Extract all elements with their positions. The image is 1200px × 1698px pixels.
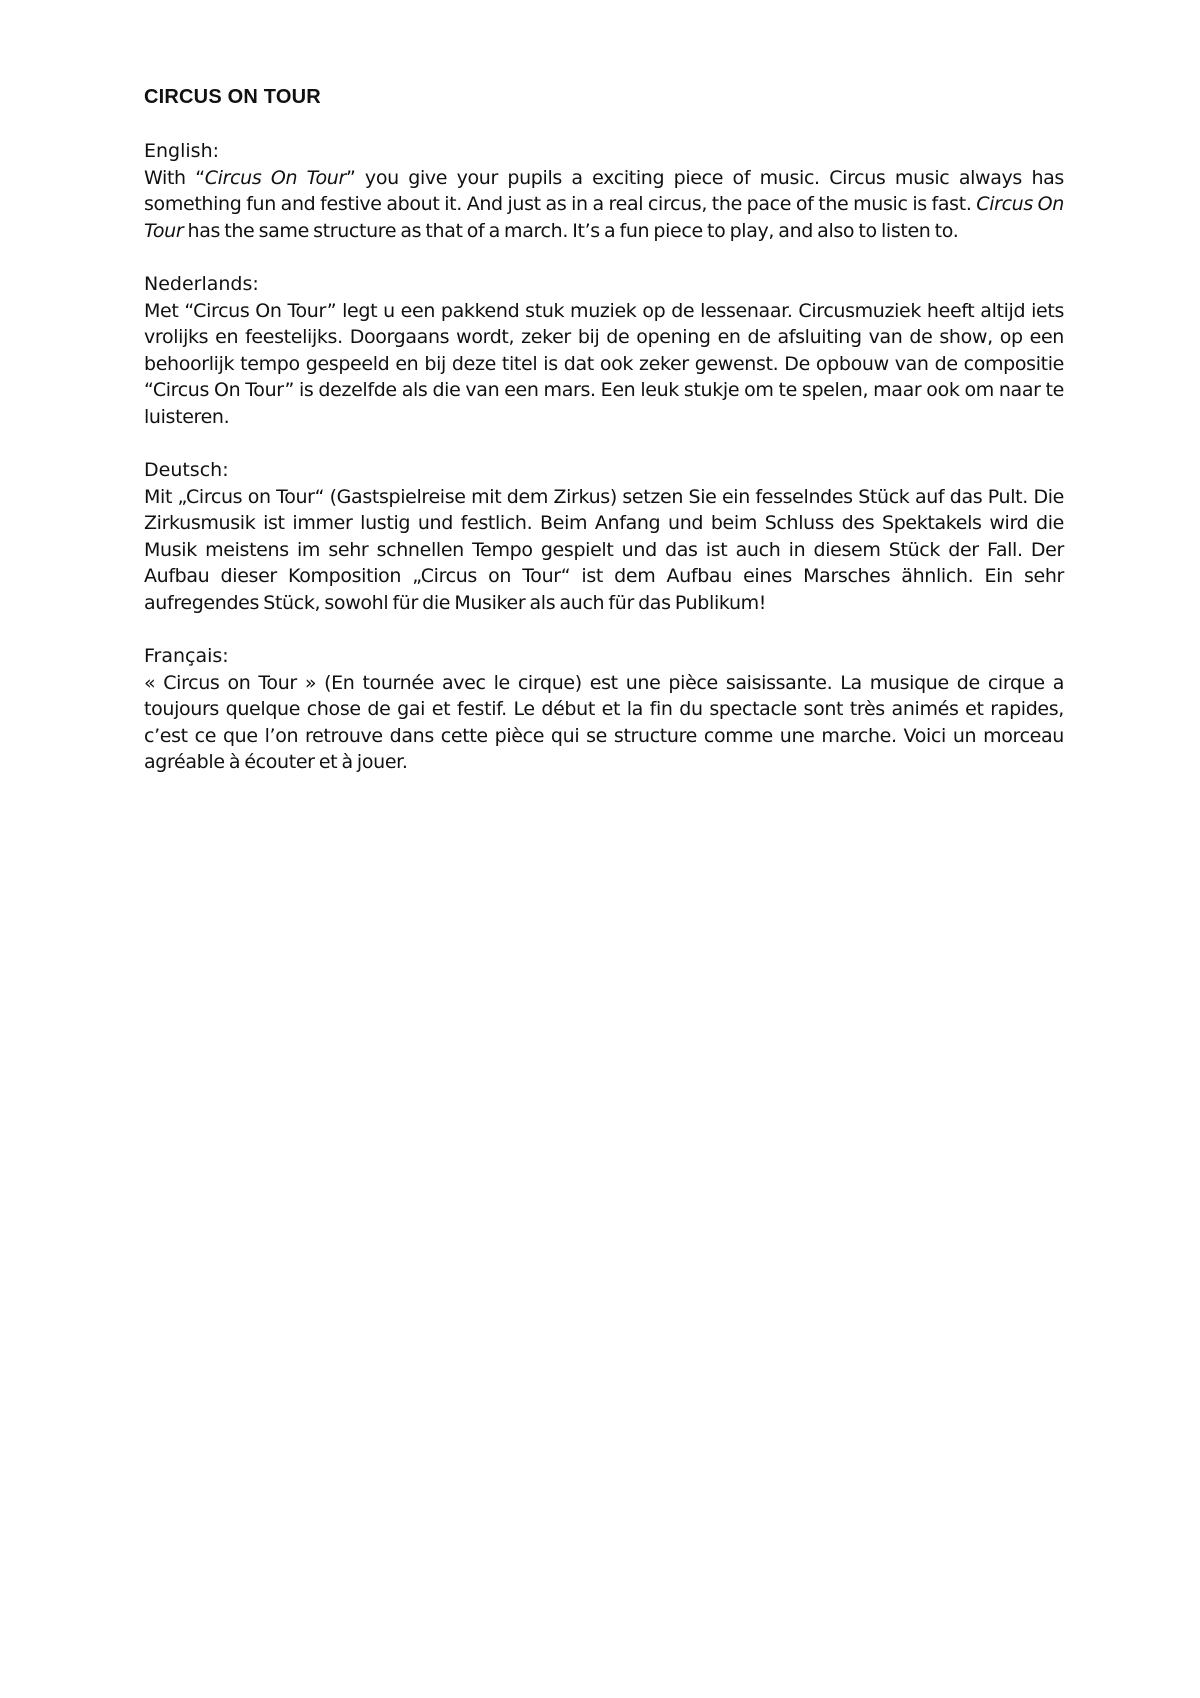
english-text-part-1: With “ (144, 166, 205, 189)
document-title: CIRCUS ON TOUR (144, 86, 321, 108)
english-title-italic-2: Circus On Tour (144, 193, 1064, 242)
deutsch-label: Deutsch: (144, 459, 229, 481)
section-deutsch (144, 457, 1064, 616)
english-label: English: (144, 140, 220, 162)
francais-label: Français: (144, 645, 229, 667)
english-title-italic-1: Circus On Tour (204, 166, 346, 189)
section-francais (144, 643, 1064, 776)
francais-paragraph: « Circus on Tour » (En tournée avec le cirque) est une pièce saisissante. La musique de cirque a toujours quelque chose de gai et festif. Le début et la fin du spectacle sont très animés et rapides, c’est ce que l’on retrouve dans cette pièce qui se structure comme une marche. Voici un morceau agréable à écouter et à jouer. (144, 671, 1064, 773)
english-text-part-3: has the same structure as that of a march. It’s a fun piece to play, and also to listen to. (183, 219, 959, 242)
document-page (144, 84, 1064, 803)
english-paragraph (144, 165, 1064, 245)
section-english (144, 138, 1064, 244)
nederlands-label: Nederlands: (144, 273, 259, 295)
deutsch-paragraph: Mit „Circus on Tour“ (Gastspielreise mit dem Zirkus) setzen Sie ein fesselndes Stück auf das Pult. Die Zirkusmusik ist immer lustig und festlich. Beim Anfang und beim Schluss des Spektakels wird die Musik meistens im sehr schnellen Tempo gespielt und das ist auch in diesem Stück der Fall. Der Aufbau dieser Komposition „Circus on Tour“ ist dem Aufbau eines Marsches ähnlich. Ein sehr aufregendes Stück, sowohl für die Musiker als auch für das Publikum! (144, 485, 1064, 614)
section-nederlands (144, 271, 1064, 430)
english-text-part-2: ” you give your pupils a exciting piece of music. Circus music always has something fun and festive about it. And just as in a real circus, the pace of the music is fast. (144, 166, 1064, 215)
nederlands-paragraph: Met “Circus On Tour” legt u een pakkend stuk muziek op de lessenaar. Circusmuziek heeft altijd iets vrolijks en feestelijks. Doorgaans wordt, zeker bij de opening en de afsluiting van de show, op een behoorlijk tempo gespeeld en bij deze titel is dat ook zeker gewenst. De opbouw van de compositie “Circus On Tour” is dezelfde als die van een mars. Een leuk stukje om te spelen, maar ook om naar te luisteren. (144, 299, 1064, 428)
